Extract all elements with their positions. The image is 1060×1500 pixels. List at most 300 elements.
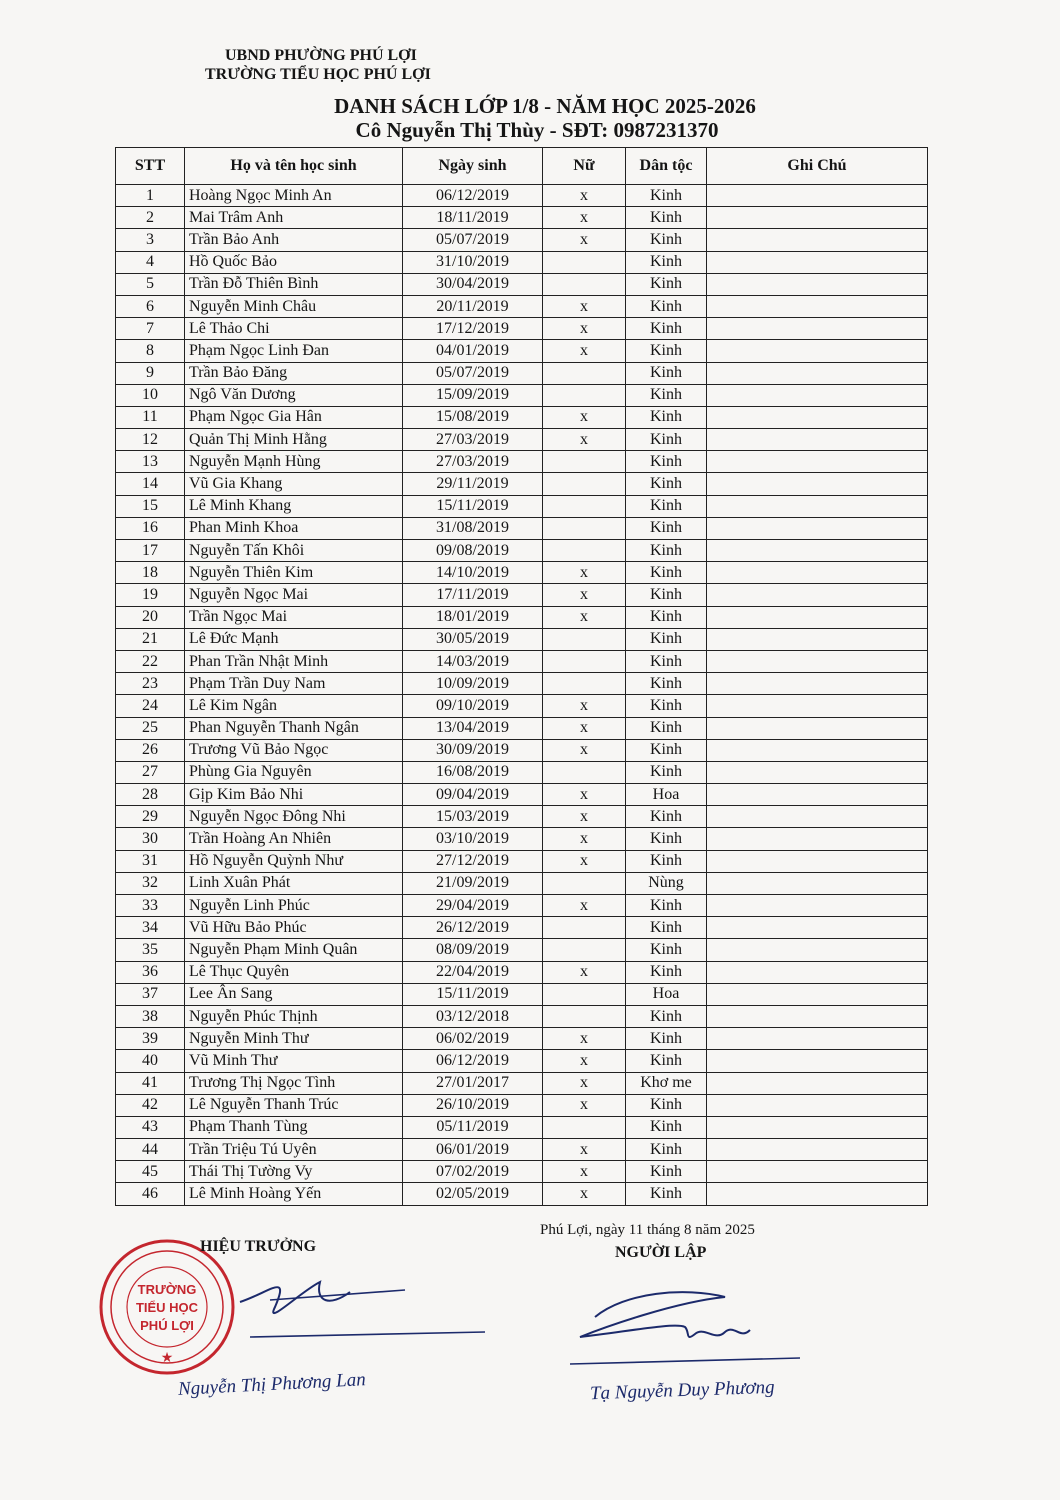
cell-note [707, 207, 928, 229]
cell-date-of-birth: 15/08/2019 [403, 406, 543, 428]
cell-student-name: Lê Thảo Chi [185, 318, 403, 340]
cell-female [543, 495, 626, 517]
cell-date-of-birth: 31/10/2019 [403, 251, 543, 273]
cell-stt: 44 [116, 1139, 185, 1161]
cell-note [707, 1161, 928, 1183]
cell-student-name: Phan Minh Khoa [185, 517, 403, 539]
cell-date-of-birth: 06/02/2019 [403, 1028, 543, 1050]
cell-date-of-birth: 02/05/2019 [403, 1183, 543, 1205]
cell-ethnicity: Kinh [626, 229, 707, 251]
cell-date-of-birth: 15/09/2019 [403, 384, 543, 406]
table-row [116, 1161, 928, 1183]
table-row [116, 628, 928, 650]
table-row [116, 961, 928, 983]
cell-stt: 12 [116, 429, 185, 451]
organization-header [205, 46, 431, 84]
cell-date-of-birth: 10/09/2019 [403, 673, 543, 695]
teacher-info: Cô Nguyễn Thị Thùy - SĐT: 0987231370 [355, 118, 719, 142]
cell-student-name: Trần Bảo Đăng [185, 362, 403, 384]
table-row [116, 318, 928, 340]
table-row [116, 473, 928, 495]
cell-student-name: Trương Thị Ngọc Tình [185, 1072, 403, 1094]
cell-note [707, 251, 928, 273]
cell-female: x [543, 739, 626, 761]
cell-note [707, 673, 928, 695]
table-row [116, 850, 928, 872]
cell-stt: 20 [116, 606, 185, 628]
table-row [116, 229, 928, 251]
cell-stt: 24 [116, 695, 185, 717]
cell-note [707, 961, 928, 983]
cell-ethnicity: Kinh [626, 650, 707, 672]
cell-female [543, 362, 626, 384]
cell-date-of-birth: 22/04/2019 [403, 961, 543, 983]
cell-ethnicity: Kinh [626, 540, 707, 562]
cell-stt: 8 [116, 340, 185, 362]
cell-stt: 35 [116, 939, 185, 961]
cell-student-name: Lê Đức Mạnh [185, 628, 403, 650]
table-row [116, 761, 928, 783]
table-row [116, 273, 928, 295]
cell-note [707, 872, 928, 894]
cell-female: x [543, 1183, 626, 1205]
cell-stt: 17 [116, 540, 185, 562]
cell-female [543, 1116, 626, 1138]
cell-stt: 13 [116, 451, 185, 473]
cell-ethnicity: Hoa [626, 784, 707, 806]
cell-note [707, 384, 928, 406]
cell-date-of-birth: 27/03/2019 [403, 451, 543, 473]
principal-title: HIỆU TRƯỞNG [200, 1238, 317, 1255]
cell-stt: 6 [116, 295, 185, 317]
table-row [116, 495, 928, 517]
preparer-name: Tạ Nguyễn Duy Phương [589, 1376, 775, 1405]
cell-stt: 34 [116, 917, 185, 939]
cell-female [543, 384, 626, 406]
cell-date-of-birth: 20/11/2019 [403, 295, 543, 317]
cell-date-of-birth: 15/03/2019 [403, 806, 543, 828]
cell-ethnicity: Kinh [626, 318, 707, 340]
cell-date-of-birth: 09/04/2019 [403, 784, 543, 806]
table-row [116, 1139, 928, 1161]
cell-female [543, 251, 626, 273]
table-row [116, 1050, 928, 1072]
cell-date-of-birth: 13/04/2019 [403, 717, 543, 739]
cell-date-of-birth: 06/12/2019 [403, 185, 543, 207]
cell-note [707, 562, 928, 584]
cell-student-name: Trần Hoàng An Nhiên [185, 828, 403, 850]
table-row [116, 362, 928, 384]
cell-date-of-birth: 07/02/2019 [403, 1161, 543, 1183]
cell-note [707, 429, 928, 451]
cell-female: x [543, 318, 626, 340]
table-row [116, 295, 928, 317]
cell-female [543, 983, 626, 1005]
cell-stt: 23 [116, 673, 185, 695]
cell-ethnicity: Kinh [626, 1005, 707, 1027]
preparer-title: NGƯỜI LẬP [615, 1244, 707, 1261]
cell-ethnicity: Kinh [626, 1161, 707, 1183]
signing-date: Phú Lợi, ngày 11 tháng 8 năm 2025 [540, 1222, 755, 1238]
table-row [116, 1005, 928, 1027]
cell-ethnicity: Kinh [626, 273, 707, 295]
table-row [116, 251, 928, 273]
header-ethnicity: Dân tộc [626, 148, 707, 185]
cell-note [707, 362, 928, 384]
cell-ethnicity: Kinh [626, 1028, 707, 1050]
cell-ethnicity: Kinh [626, 362, 707, 384]
cell-female: x [543, 806, 626, 828]
cell-note [707, 473, 928, 495]
table-row [116, 429, 928, 451]
table-row [116, 517, 928, 539]
cell-note [707, 517, 928, 539]
cell-note [707, 850, 928, 872]
cell-ethnicity: Kinh [626, 340, 707, 362]
cell-stt: 4 [116, 251, 185, 273]
cell-note [707, 939, 928, 961]
cell-ethnicity: Kinh [626, 451, 707, 473]
cell-ethnicity: Kinh [626, 606, 707, 628]
cell-student-name: Vũ Minh Thư [185, 1050, 403, 1072]
cell-note [707, 628, 928, 650]
table-row [116, 695, 928, 717]
table-row [116, 540, 928, 562]
cell-stt: 37 [116, 983, 185, 1005]
cell-stt: 27 [116, 761, 185, 783]
cell-date-of-birth: 27/03/2019 [403, 429, 543, 451]
document-title-block [0, 94, 1060, 142]
cell-ethnicity: Kinh [626, 185, 707, 207]
cell-stt: 30 [116, 828, 185, 850]
cell-female [543, 872, 626, 894]
cell-female: x [543, 717, 626, 739]
table-row [116, 406, 928, 428]
cell-student-name: Nguyễn Tấn Khôi [185, 540, 403, 562]
cell-stt: 2 [116, 207, 185, 229]
table-row [116, 340, 928, 362]
cell-date-of-birth: 17/12/2019 [403, 318, 543, 340]
cell-stt: 5 [116, 273, 185, 295]
cell-female: x [543, 1094, 626, 1116]
org-line-2: TRƯỜNG TIỂU HỌC PHÚ LỢI [205, 66, 431, 83]
cell-student-name: Nguyễn Linh Phúc [185, 895, 403, 917]
cell-ethnicity: Kinh [626, 850, 707, 872]
cell-female [543, 473, 626, 495]
cell-note [707, 185, 928, 207]
cell-note [707, 584, 928, 606]
cell-date-of-birth: 06/12/2019 [403, 1050, 543, 1072]
cell-student-name: Mai Trâm Anh [185, 207, 403, 229]
cell-student-name: Phan Nguyễn Thanh Ngân [185, 717, 403, 739]
cell-stt: 10 [116, 384, 185, 406]
cell-note [707, 806, 928, 828]
table-row [116, 606, 928, 628]
cell-student-name: Ngô Văn Dương [185, 384, 403, 406]
principal-name: Nguyễn Thị Phương Lan [177, 1369, 367, 1400]
cell-note [707, 1005, 928, 1027]
cell-note [707, 717, 928, 739]
table-row [116, 650, 928, 672]
cell-female [543, 628, 626, 650]
header-stt: STT [116, 148, 185, 185]
table-row [116, 828, 928, 850]
cell-stt: 26 [116, 739, 185, 761]
table-row [116, 384, 928, 406]
cell-student-name: Lee Ân Sang [185, 983, 403, 1005]
cell-stt: 19 [116, 584, 185, 606]
cell-student-name: Lê Thục Quyên [185, 961, 403, 983]
cell-note [707, 495, 928, 517]
cell-ethnicity: Kinh [626, 251, 707, 273]
table-row [116, 784, 928, 806]
table-row [116, 1183, 928, 1205]
cell-student-name: Linh Xuân Phát [185, 872, 403, 894]
table-row [116, 562, 928, 584]
svg-text:PHÚ LỢI: PHÚ LỢI [140, 1318, 194, 1333]
cell-student-name: Hồ Nguyễn Quỳnh Như [185, 850, 403, 872]
cell-date-of-birth: 29/04/2019 [403, 895, 543, 917]
cell-female: x [543, 828, 626, 850]
cell-ethnicity: Kinh [626, 628, 707, 650]
cell-ethnicity: Hoa [626, 983, 707, 1005]
table-row [116, 207, 928, 229]
cell-stt: 43 [116, 1116, 185, 1138]
cell-note [707, 318, 928, 340]
cell-student-name: Quản Thị Minh Hằng [185, 429, 403, 451]
cell-ethnicity: Khơ me [626, 1072, 707, 1094]
cell-note [707, 1050, 928, 1072]
cell-ethnicity: Kinh [626, 1116, 707, 1138]
cell-student-name: Lê Minh Hoàng Yến [185, 1183, 403, 1205]
cell-ethnicity: Nùng [626, 872, 707, 894]
cell-date-of-birth: 16/08/2019 [403, 761, 543, 783]
cell-stt: 22 [116, 650, 185, 672]
cell-stt: 46 [116, 1183, 185, 1205]
document-title: DANH SÁCH LỚP 1/8 - NĂM HỌC 2025-2026 [334, 94, 756, 118]
table-row [116, 185, 928, 207]
cell-note [707, 650, 928, 672]
cell-female: x [543, 606, 626, 628]
cell-date-of-birth: 30/05/2019 [403, 628, 543, 650]
cell-stt: 36 [116, 961, 185, 983]
cell-ethnicity: Kinh [626, 429, 707, 451]
cell-date-of-birth: 05/11/2019 [403, 1116, 543, 1138]
table-row [116, 917, 928, 939]
cell-stt: 29 [116, 806, 185, 828]
cell-student-name: Lê Minh Khang [185, 495, 403, 517]
cell-date-of-birth: 18/11/2019 [403, 207, 543, 229]
cell-note [707, 1094, 928, 1116]
table-row [116, 1094, 928, 1116]
cell-female [543, 451, 626, 473]
cell-female [543, 273, 626, 295]
cell-note [707, 983, 928, 1005]
cell-female [543, 917, 626, 939]
cell-ethnicity: Kinh [626, 739, 707, 761]
roster-body [116, 185, 928, 1206]
cell-stt: 31 [116, 850, 185, 872]
cell-student-name: Hoàng Ngọc Minh An [185, 185, 403, 207]
cell-note [707, 1183, 928, 1205]
cell-date-of-birth: 27/01/2017 [403, 1072, 543, 1094]
header-female: Nữ [543, 148, 626, 185]
cell-ethnicity: Kinh [626, 695, 707, 717]
cell-female [543, 540, 626, 562]
cell-date-of-birth: 08/09/2019 [403, 939, 543, 961]
cell-female: x [543, 295, 626, 317]
cell-ethnicity: Kinh [626, 717, 707, 739]
cell-note [707, 1139, 928, 1161]
cell-student-name: Thái Thị Tường Vy [185, 1161, 403, 1183]
cell-stt: 18 [116, 562, 185, 584]
cell-female: x [543, 784, 626, 806]
cell-note [707, 1116, 928, 1138]
svg-text:★: ★ [160, 1351, 174, 1366]
table-row [116, 1072, 928, 1094]
cell-date-of-birth: 05/07/2019 [403, 362, 543, 384]
cell-note [707, 784, 928, 806]
cell-note [707, 917, 928, 939]
cell-female: x [543, 185, 626, 207]
table-row [116, 1116, 928, 1138]
cell-date-of-birth: 30/04/2019 [403, 273, 543, 295]
cell-student-name: Nguyễn Phạm Minh Quân [185, 939, 403, 961]
cell-stt: 39 [116, 1028, 185, 1050]
svg-text:TRƯỜNG: TRƯỜNG [137, 1282, 197, 1297]
cell-student-name: Nguyễn Phúc Thịnh [185, 1005, 403, 1027]
cell-female: x [543, 1072, 626, 1094]
cell-ethnicity: Kinh [626, 384, 707, 406]
cell-date-of-birth: 26/12/2019 [403, 917, 543, 939]
cell-female: x [543, 584, 626, 606]
cell-student-name: Trương Vũ Bảo Ngọc [185, 739, 403, 761]
cell-student-name: Nguyễn Minh Châu [185, 295, 403, 317]
cell-date-of-birth: 31/08/2019 [403, 517, 543, 539]
table-row [116, 895, 928, 917]
cell-note [707, 273, 928, 295]
cell-student-name: Nguyễn Ngọc Mai [185, 584, 403, 606]
cell-date-of-birth: 14/10/2019 [403, 562, 543, 584]
cell-ethnicity: Kinh [626, 761, 707, 783]
cell-stt: 14 [116, 473, 185, 495]
cell-female [543, 650, 626, 672]
cell-date-of-birth: 17/11/2019 [403, 584, 543, 606]
cell-female [543, 761, 626, 783]
cell-stt: 42 [116, 1094, 185, 1116]
cell-stt: 41 [116, 1072, 185, 1094]
cell-ethnicity: Kinh [626, 295, 707, 317]
table-row [116, 584, 928, 606]
cell-female: x [543, 1028, 626, 1050]
cell-female [543, 939, 626, 961]
cell-stt: 28 [116, 784, 185, 806]
cell-date-of-birth: 03/12/2018 [403, 1005, 543, 1027]
cell-female: x [543, 850, 626, 872]
cell-student-name: Phan Trần Nhật Minh [185, 650, 403, 672]
table-row [116, 717, 928, 739]
cell-female: x [543, 429, 626, 451]
cell-date-of-birth: 18/01/2019 [403, 606, 543, 628]
table-row [116, 1028, 928, 1050]
cell-student-name: Vũ Gia Khang [185, 473, 403, 495]
cell-ethnicity: Kinh [626, 406, 707, 428]
cell-female: x [543, 895, 626, 917]
cell-stt: 16 [116, 517, 185, 539]
table-row [116, 451, 928, 473]
cell-date-of-birth: 15/11/2019 [403, 495, 543, 517]
cell-female [543, 673, 626, 695]
preparer-signature [565, 1282, 805, 1372]
cell-female: x [543, 229, 626, 251]
cell-ethnicity: Kinh [626, 562, 707, 584]
table-row [116, 739, 928, 761]
cell-date-of-birth: 14/03/2019 [403, 650, 543, 672]
cell-female [543, 1005, 626, 1027]
cell-student-name: Nguyễn Mạnh Hùng [185, 451, 403, 473]
cell-date-of-birth: 30/09/2019 [403, 739, 543, 761]
cell-date-of-birth: 26/10/2019 [403, 1094, 543, 1116]
svg-text:TIỂU HỌC: TIỂU HỌC [135, 1300, 199, 1315]
cell-stt: 1 [116, 185, 185, 207]
cell-ethnicity: Kinh [626, 1183, 707, 1205]
cell-date-of-birth: 15/11/2019 [403, 983, 543, 1005]
cell-ethnicity: Kinh [626, 1139, 707, 1161]
cell-female: x [543, 207, 626, 229]
cell-ethnicity: Kinh [626, 917, 707, 939]
cell-note [707, 606, 928, 628]
cell-female: x [543, 695, 626, 717]
cell-stt: 40 [116, 1050, 185, 1072]
cell-stt: 15 [116, 495, 185, 517]
cell-note [707, 828, 928, 850]
cell-stt: 33 [116, 895, 185, 917]
cell-stt: 38 [116, 1005, 185, 1027]
cell-female: x [543, 340, 626, 362]
cell-female [543, 517, 626, 539]
cell-ethnicity: Kinh [626, 961, 707, 983]
cell-date-of-birth: 29/11/2019 [403, 473, 543, 495]
cell-stt: 3 [116, 229, 185, 251]
cell-stt: 21 [116, 628, 185, 650]
table-row [116, 983, 928, 1005]
cell-note [707, 761, 928, 783]
cell-date-of-birth: 06/01/2019 [403, 1139, 543, 1161]
cell-student-name: Vũ Hữu Bảo Phúc [185, 917, 403, 939]
cell-student-name: Lê Nguyễn Thanh Trúc [185, 1094, 403, 1116]
cell-student-name: Hồ Quốc Bảo [185, 251, 403, 273]
student-roster-table [115, 147, 928, 1206]
cell-female: x [543, 1161, 626, 1183]
cell-ethnicity: Kinh [626, 207, 707, 229]
cell-female: x [543, 562, 626, 584]
cell-note [707, 739, 928, 761]
cell-student-name: Lê Kim Ngân [185, 695, 403, 717]
cell-note [707, 295, 928, 317]
cell-student-name: Phạm Ngọc Linh Đan [185, 340, 403, 362]
header-date-of-birth: Ngày sinh [403, 148, 543, 185]
cell-student-name: Nguyễn Ngọc Đông Nhi [185, 806, 403, 828]
cell-ethnicity: Kinh [626, 828, 707, 850]
table-row [116, 673, 928, 695]
cell-stt: 11 [116, 406, 185, 428]
cell-date-of-birth: 09/10/2019 [403, 695, 543, 717]
cell-note [707, 340, 928, 362]
cell-female: x [543, 1139, 626, 1161]
cell-ethnicity: Kinh [626, 895, 707, 917]
cell-student-name: Trần Ngọc Mai [185, 606, 403, 628]
cell-note [707, 451, 928, 473]
